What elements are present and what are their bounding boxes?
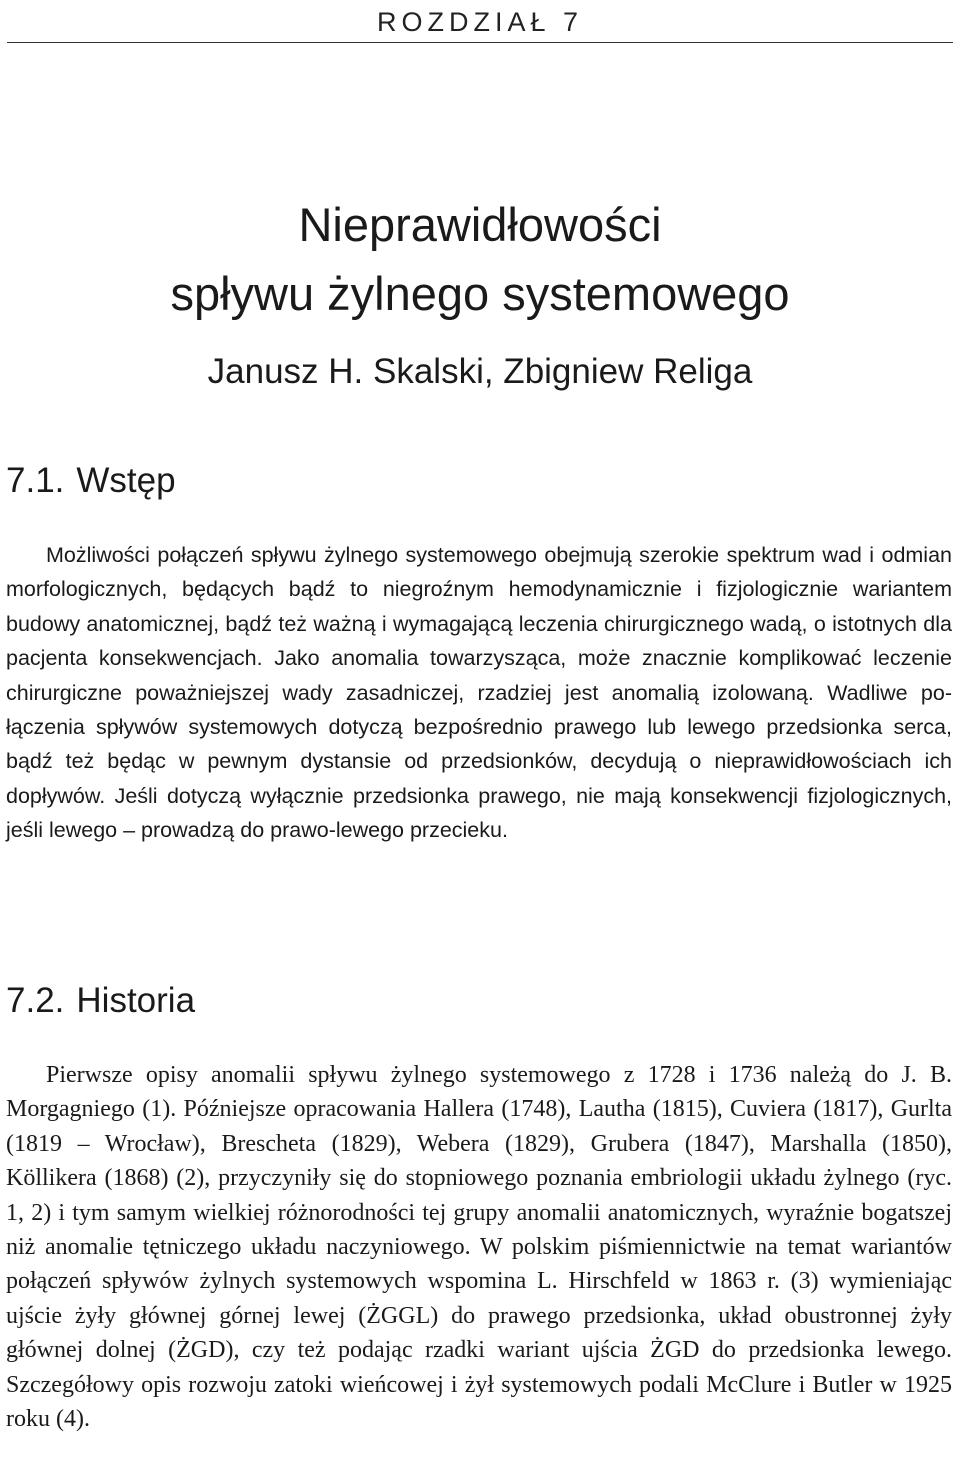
chapter-authors: Janusz H. Skalski, Zbigniew Religa — [207, 352, 753, 391]
section-number: 7.1. — [6, 461, 65, 500]
section-title: Wstęp — [76, 461, 176, 500]
chapter-label: ROZDZIAŁ 7 — [376, 7, 584, 37]
section-paragraph-history: Pierwsze opisy anomalii spływu żylnego systemowego z 1728 i 1736 należą do J. B. Morgagniego (1). Późniejsze opracowania Hallera (1748), Lautha (1815), Cuviera (1817), Gurlta (1819 – Wrocław), Brescheta (1829), Webera (1829), Grubera (1847), Marshalla (1850), Köllikera (1868) (2), przyczyniły się do stopniowego poznania embriologii układu żylnego (ryc. 1, 2) i tym samym wielkiej różnorodności tej grupy anomalii anatomicznych, wyraźnie bogatszej niż anomalie tętniczego układu naczyniowego. W polskim piśmiennictwie na temat wariantów połączeń spływów żylnych systemowych wspomina L. Hirschfeld w 1863 r. (3) wymieniając ujście żyły głównej górnej lewej (ŻGGL) do prawego przedsionka, układ obustronnej żyły głównej dolnej (ŻGD), czy też podając rzadki wariant ujścia ŻGD do przedsionka lewego. Szczegółowy opis rozwoju zatoki wieńcowej i żył systemowych podali McClure i Butler w 1925 roku (4). — [6, 1062, 952, 1433]
section-paragraph-introduction: Możliwości połączeń spływu żylnego systemowego obejmują szerokie spektrum wad i odmian morfologicznych, będących bądź to niegroźnym hemodynamicznie i fizjologicznie wariantem budowy anatomicznej, bądź też ważną i wymagającą leczenia chirurgicznego wadą, o istotnych dla pacjenta konsekwencjach. Jako anomalia towarzysząca, może znacznie komplikować leczenie chirurgiczne poważniejszej wady zasadniczej, rzadziej jest anomalią izolowaną. Wadliwe połączenia spływów systemowych dotyczą bezpośrednio prawego lub lewego przedsionka serca, bądź też będąc w pewnym dystansie od przedsionków, decydują o nieprawidłowościach ich dopływów. Jeśli dotyczą wyłącznie przedsionka prawego, nie mają konsekwencji fizjologicznych, jeśli lewego – prowadzą do prawo-lewego przecieku. — [6, 543, 952, 843]
section-title: Historia — [76, 981, 196, 1020]
section-heading-introduction — [6, 458, 176, 504]
chapter-title-line-2: spływu żylnego systemowego — [170, 267, 790, 320]
chapter-rule — [7, 42, 953, 43]
chapter-title-line-1: Nieprawidłowości — [298, 198, 662, 251]
section-number: 7.2. — [6, 981, 65, 1020]
chapter-title — [0, 190, 960, 328]
section-heading-history — [6, 978, 195, 1024]
